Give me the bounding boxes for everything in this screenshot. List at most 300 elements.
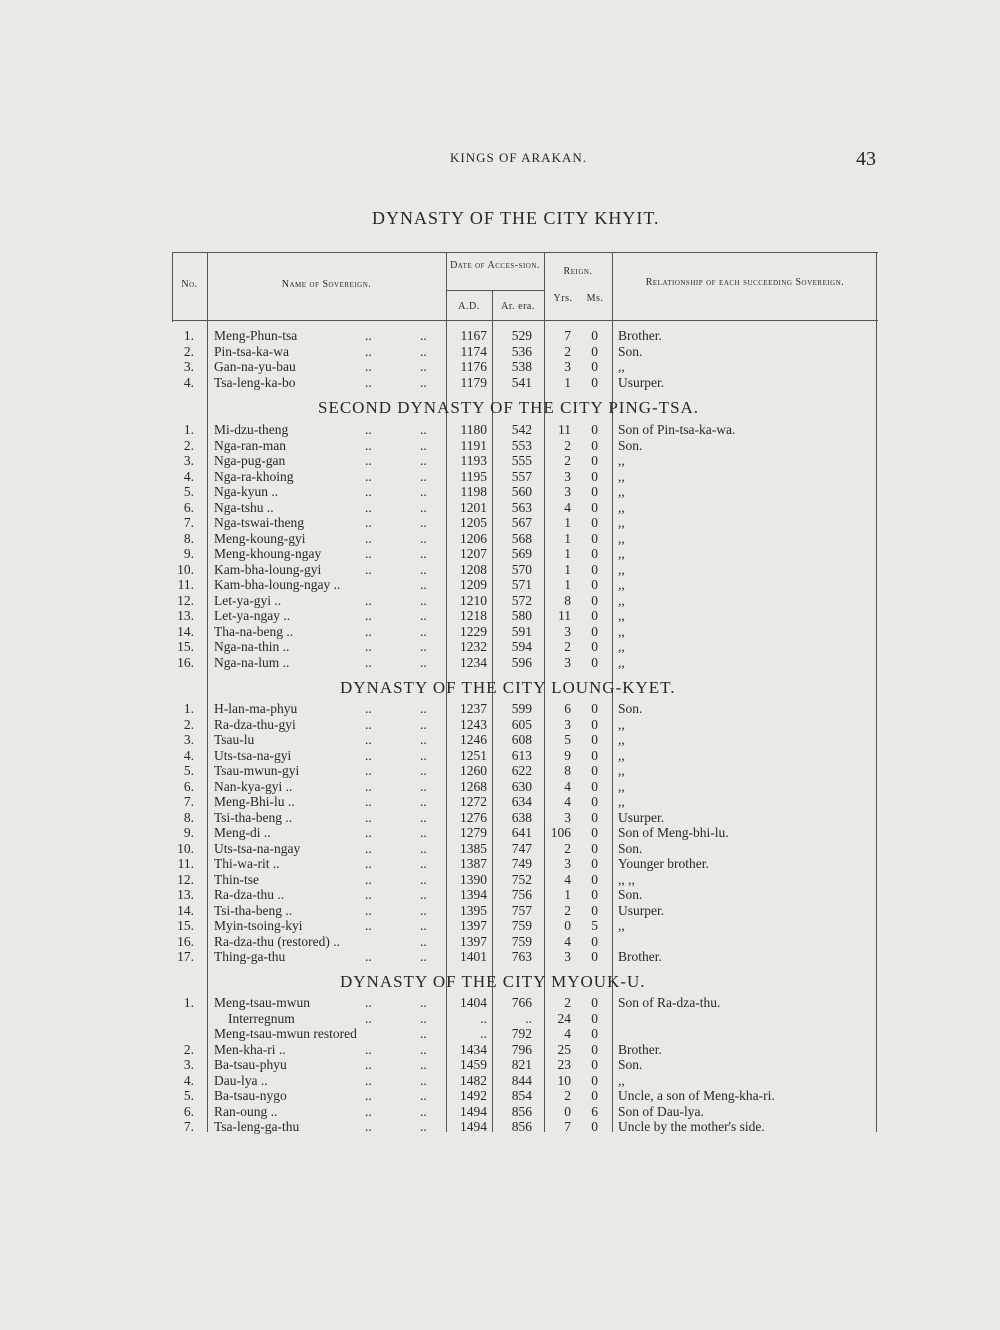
reign-years: 7 bbox=[564, 328, 571, 343]
relationship: ,, bbox=[618, 453, 625, 468]
table-row bbox=[0, 1088, 1000, 1104]
table-row bbox=[0, 453, 1000, 469]
row-number: 1. bbox=[183, 701, 194, 716]
relationship: Brother. bbox=[618, 1041, 662, 1057]
row-number: 6. bbox=[183, 1103, 194, 1119]
accession-ad: 1395 bbox=[460, 902, 487, 918]
row-number: 3. bbox=[183, 732, 194, 747]
accession-ad: 1279 bbox=[460, 825, 487, 840]
reign-years: 2 bbox=[564, 902, 571, 918]
leader-dots: .. bbox=[365, 515, 372, 530]
table-row bbox=[0, 1011, 1000, 1027]
leader-dots: .. bbox=[365, 825, 372, 840]
table-row bbox=[0, 655, 1000, 671]
leader-dots: .. bbox=[420, 701, 427, 716]
relationship: ,, ,, bbox=[618, 871, 635, 887]
header-name: Name of Sovereign. bbox=[281, 279, 372, 290]
relationship: Son of Ra-dza-thu. bbox=[618, 995, 721, 1010]
leader-dots: .. bbox=[365, 468, 372, 484]
table-row bbox=[0, 593, 1000, 609]
sovereign-name: Ba-tsau-phyu bbox=[214, 1057, 287, 1072]
relationship: Brother. bbox=[618, 949, 662, 964]
running-title: KINGS OF ARAKAN. bbox=[450, 150, 587, 165]
accession-ad: 1174 bbox=[460, 343, 487, 359]
accession-ad: 1397 bbox=[460, 918, 487, 933]
table-row bbox=[0, 763, 1000, 779]
relationship: ,, bbox=[618, 732, 625, 747]
row-number: 3. bbox=[183, 453, 194, 468]
relationship: Son. bbox=[618, 343, 643, 359]
header-reign: Reign. bbox=[563, 266, 593, 277]
sovereign-name: Mi-dzu-theng bbox=[214, 422, 289, 437]
row-number: 7. bbox=[183, 794, 194, 809]
row-number: 5. bbox=[183, 484, 194, 499]
accession-ad: 1401 bbox=[460, 949, 487, 964]
accession-ar-era: 570 bbox=[511, 561, 532, 577]
sovereign-name: H-lan-ma-phyu bbox=[214, 701, 298, 716]
reign-years: 23 bbox=[557, 1057, 571, 1072]
relationship: Uncle by the mother's side. bbox=[618, 1119, 765, 1134]
relationship: Usurper. bbox=[618, 809, 665, 825]
accession-ar-era: 634 bbox=[511, 794, 532, 809]
table-row bbox=[0, 328, 1000, 344]
reign-months: 0 bbox=[591, 825, 598, 840]
reign-years: 1 bbox=[564, 530, 571, 546]
accession-ar-era: 622 bbox=[511, 763, 532, 778]
row-number: 11. bbox=[177, 577, 194, 592]
table-row bbox=[0, 624, 1000, 640]
leader-dots: .. bbox=[420, 840, 427, 856]
leader-dots: .. bbox=[365, 484, 372, 499]
accession-ar-era: 596 bbox=[511, 654, 532, 670]
leader-dots: .. bbox=[365, 995, 372, 1010]
reign-months: 0 bbox=[591, 1119, 598, 1134]
leader-dots: .. bbox=[420, 577, 427, 592]
relationship: ,, bbox=[618, 918, 625, 933]
relationship: Son. bbox=[618, 437, 643, 453]
relationship: ,, bbox=[618, 763, 625, 778]
leader-dots: .. bbox=[420, 732, 427, 747]
header-yrs: Yrs. bbox=[553, 293, 573, 304]
reign-years: 3 bbox=[564, 949, 571, 964]
reign-months: 0 bbox=[591, 546, 598, 561]
relationship: Son. bbox=[618, 1057, 643, 1072]
reign-months: 0 bbox=[591, 949, 598, 964]
sovereign-name: Kam-bha-loung-ngay .. bbox=[214, 577, 341, 592]
leader-dots: .. bbox=[420, 716, 427, 732]
accession-ar-era: 856 bbox=[511, 1119, 532, 1134]
accession-ar-era: 541 bbox=[511, 374, 532, 390]
accession-ar-era: 568 bbox=[511, 530, 532, 546]
leader-dots: .. bbox=[365, 422, 372, 437]
leader-dots: .. bbox=[420, 902, 427, 918]
relationship: Son. bbox=[618, 887, 643, 902]
reign-months: 0 bbox=[591, 608, 598, 623]
row-number: 2. bbox=[183, 716, 194, 732]
row-number: 13. bbox=[177, 887, 194, 902]
reign-months: 0 bbox=[591, 328, 598, 343]
reign-months: 0 bbox=[591, 468, 598, 484]
leader-dots: .. bbox=[365, 1072, 372, 1088]
accession-ar-era: 572 bbox=[511, 592, 532, 608]
leader-dots: .. bbox=[365, 623, 372, 639]
reign-months: 0 bbox=[591, 484, 598, 499]
accession-ad: 1198 bbox=[460, 484, 487, 499]
leader-dots: .. bbox=[365, 1041, 372, 1057]
accession-ar-era: 747 bbox=[511, 840, 532, 856]
sovereign-name: Thing-ga-thu bbox=[214, 949, 286, 964]
accession-ar-era: 529 bbox=[511, 328, 532, 343]
relationship: Son. bbox=[618, 840, 643, 856]
accession-ad: 1251 bbox=[460, 747, 487, 763]
leader-dots: .. bbox=[365, 918, 372, 933]
accession-ad: 1218 bbox=[460, 608, 487, 623]
reign-months: 0 bbox=[591, 453, 598, 468]
accession-ad: .. bbox=[480, 1010, 487, 1026]
relationship: ,, bbox=[618, 561, 625, 577]
reign-months: 0 bbox=[591, 343, 598, 359]
leader-dots: .. bbox=[420, 1119, 427, 1134]
leader-dots: .. bbox=[420, 468, 427, 484]
accession-ar-era: 557 bbox=[511, 468, 532, 484]
reign-months: 0 bbox=[591, 856, 598, 871]
leader-dots: .. bbox=[365, 778, 372, 794]
reign-years: 2 bbox=[564, 1088, 571, 1103]
accession-ad: 1276 bbox=[460, 809, 487, 825]
reign-months: 0 bbox=[591, 374, 598, 390]
row-number: 1. bbox=[183, 995, 194, 1010]
relationship: ,, bbox=[618, 484, 625, 499]
relationship: ,, bbox=[618, 592, 625, 608]
leader-dots: .. bbox=[365, 1010, 372, 1026]
reign-years: 1 bbox=[564, 887, 571, 902]
accession-ad: 1385 bbox=[460, 840, 487, 856]
leader-dots: .. bbox=[365, 747, 372, 763]
reign-years: 2 bbox=[564, 840, 571, 856]
relationship: ,, bbox=[618, 530, 625, 546]
reign-years: 4 bbox=[564, 499, 571, 515]
reign-years: 25 bbox=[557, 1041, 571, 1057]
table-row bbox=[0, 577, 1000, 593]
leader-dots: .. bbox=[420, 437, 427, 453]
accession-ad: 1201 bbox=[460, 499, 487, 515]
sovereign-name: Thin-tse bbox=[214, 871, 259, 887]
leader-dots: .. bbox=[420, 825, 427, 840]
leader-dots: .. bbox=[365, 328, 372, 343]
accession-ad: 1243 bbox=[460, 716, 487, 732]
reign-years: 3 bbox=[564, 809, 571, 825]
reign-years: 8 bbox=[564, 763, 571, 778]
row-number: 7. bbox=[183, 515, 194, 530]
page-number: 43 bbox=[856, 148, 876, 170]
accession-ad: 1268 bbox=[460, 778, 487, 794]
leader-dots: .. bbox=[365, 639, 372, 654]
table-row bbox=[0, 841, 1000, 857]
leader-dots: .. bbox=[420, 778, 427, 794]
leader-dots: .. bbox=[420, 794, 427, 809]
leader-dots: .. bbox=[420, 1026, 427, 1041]
row-number: 2. bbox=[183, 437, 194, 453]
leader-dots: .. bbox=[420, 328, 427, 343]
reign-months: 0 bbox=[591, 422, 598, 437]
relationship: ,, bbox=[618, 623, 625, 639]
sovereign-name: Gan-na-yu-bau bbox=[214, 359, 296, 374]
leader-dots: .. bbox=[420, 546, 427, 561]
sovereign-name: Nan-kya-gyi .. bbox=[214, 778, 293, 794]
row-number: 16. bbox=[177, 933, 194, 949]
leader-dots: .. bbox=[365, 1103, 372, 1119]
relationship: ,, bbox=[618, 608, 625, 623]
accession-ar-era: 763 bbox=[511, 949, 532, 964]
sovereign-name: Tsi-tha-beng .. bbox=[214, 902, 293, 918]
accession-ad: 1394 bbox=[460, 887, 487, 902]
reign-years: 9 bbox=[564, 747, 571, 763]
accession-ad: 1234 bbox=[460, 654, 487, 670]
reign-months: 0 bbox=[591, 623, 598, 639]
accession-ad: 1195 bbox=[460, 468, 487, 484]
leader-dots: .. bbox=[420, 1103, 427, 1119]
accession-ar-era: 560 bbox=[511, 484, 532, 499]
leader-dots: .. bbox=[365, 453, 372, 468]
accession-ar-era: 538 bbox=[511, 359, 532, 374]
accession-ad: 1459 bbox=[460, 1057, 487, 1072]
table-row bbox=[0, 1042, 1000, 1058]
sovereign-name: Tsau-lu bbox=[214, 732, 255, 747]
reign-months: 0 bbox=[591, 763, 598, 778]
accession-ar-era: .. bbox=[525, 1010, 532, 1026]
leader-dots: .. bbox=[420, 608, 427, 623]
accession-ar-era: 563 bbox=[511, 499, 532, 515]
relationship: ,, bbox=[618, 546, 625, 561]
accession-ar-era: 821 bbox=[511, 1057, 532, 1072]
sovereign-name: Nga-tswai-theng bbox=[214, 515, 304, 530]
sovereign-name: Let-ya-gyi .. bbox=[214, 592, 282, 608]
sovereign-name: Pin-tsa-ka-wa bbox=[214, 343, 289, 359]
table-row bbox=[0, 872, 1000, 888]
relationship: Brother. bbox=[618, 328, 662, 343]
row-number: 15. bbox=[177, 918, 194, 933]
reign-years: 1 bbox=[564, 546, 571, 561]
leader-dots: .. bbox=[365, 856, 372, 871]
accession-ar-era: 757 bbox=[511, 902, 532, 918]
table-row bbox=[0, 748, 1000, 764]
sovereign-name: Nga-pug-gan bbox=[214, 453, 286, 468]
row-number: 10. bbox=[177, 840, 194, 856]
reign-years: 24 bbox=[557, 1010, 571, 1026]
reign-years: 7 bbox=[564, 1119, 571, 1134]
leader-dots: .. bbox=[365, 343, 372, 359]
table-row bbox=[0, 562, 1000, 578]
leader-dots: .. bbox=[365, 499, 372, 515]
accession-ad: .. bbox=[480, 1026, 487, 1041]
accession-ar-era: 599 bbox=[511, 701, 532, 716]
sovereign-name: Uts-tsa-na-gyi bbox=[214, 747, 292, 763]
accession-ad: 1404 bbox=[460, 995, 487, 1010]
table-row bbox=[0, 608, 1000, 624]
reign-years: 8 bbox=[564, 592, 571, 608]
accession-ad: 1237 bbox=[460, 701, 487, 716]
main-title: DYNASTY OF THE CITY KHYIT. bbox=[372, 208, 660, 228]
row-number: 4. bbox=[183, 468, 194, 484]
sovereign-name: Let-ya-ngay .. bbox=[214, 608, 291, 623]
reign-years: 4 bbox=[564, 794, 571, 809]
reign-months: 0 bbox=[591, 561, 598, 577]
accession-ar-era: 752 bbox=[511, 871, 532, 887]
reign-years: 11 bbox=[558, 422, 571, 437]
row-number: 1. bbox=[183, 328, 194, 343]
row-number: 5. bbox=[183, 763, 194, 778]
header-date-of-accession: Date of Acces-sion. bbox=[450, 260, 540, 271]
reign-months: 0 bbox=[591, 778, 598, 794]
table-row bbox=[0, 546, 1000, 562]
sovereign-name: Uts-tsa-na-ngay bbox=[214, 840, 301, 856]
table-row bbox=[0, 903, 1000, 919]
relationship: Usurper. bbox=[618, 902, 665, 918]
relationship: ,, bbox=[618, 794, 625, 809]
table-row bbox=[0, 779, 1000, 795]
leader-dots: .. bbox=[420, 484, 427, 499]
leader-dots: .. bbox=[365, 763, 372, 778]
reign-months: 0 bbox=[591, 499, 598, 515]
accession-ar-era: 759 bbox=[511, 918, 532, 933]
table-row bbox=[0, 995, 1000, 1011]
reign-months: 0 bbox=[591, 359, 598, 374]
accession-ad: 1397 bbox=[460, 933, 487, 949]
accession-ad: 1208 bbox=[460, 561, 487, 577]
row-number: 4. bbox=[183, 747, 194, 763]
accession-ar-era: 854 bbox=[511, 1088, 532, 1103]
leader-dots: .. bbox=[420, 374, 427, 390]
accession-ad: 1246 bbox=[460, 732, 487, 747]
reign-years: 2 bbox=[564, 639, 571, 654]
leader-dots: .. bbox=[420, 747, 427, 763]
sovereign-name: Meng-Bhi-lu .. bbox=[214, 794, 295, 809]
reign-months: 0 bbox=[591, 1072, 598, 1088]
header-relationship: Relationship of each succeeding Sovereign. bbox=[645, 277, 845, 288]
relationship: ,, bbox=[618, 716, 625, 732]
relationship: Younger brother. bbox=[618, 856, 709, 871]
leader-dots: .. bbox=[420, 1010, 427, 1026]
accession-ar-era: 844 bbox=[511, 1072, 532, 1088]
reign-years: 0 bbox=[564, 918, 571, 933]
leader-dots: .. bbox=[420, 1041, 427, 1057]
reign-months: 0 bbox=[591, 809, 598, 825]
accession-ad: 1260 bbox=[460, 763, 487, 778]
section-title: DYNASTY OF THE CITY MYOUK-U. bbox=[340, 972, 646, 991]
leader-dots: .. bbox=[365, 359, 372, 374]
row-number: 11. bbox=[177, 856, 194, 871]
reign-years: 2 bbox=[564, 453, 571, 468]
reign-months: 0 bbox=[591, 639, 598, 654]
reign-months: 0 bbox=[591, 1026, 598, 1041]
row-number: 9. bbox=[183, 546, 194, 561]
row-number: 10. bbox=[177, 561, 194, 577]
sovereign-name: Nga-na-lum .. bbox=[214, 654, 290, 670]
reign-years: 2 bbox=[564, 995, 571, 1010]
accession-ar-era: 759 bbox=[511, 933, 532, 949]
sovereign-name: Ra-dza-thu-gyi bbox=[214, 716, 296, 732]
table-row bbox=[0, 949, 1000, 965]
accession-ad: 1209 bbox=[460, 577, 487, 592]
leader-dots: .. bbox=[365, 701, 372, 716]
leader-dots: .. bbox=[365, 840, 372, 856]
header-ad: A.D. bbox=[458, 301, 480, 312]
reign-years: 3 bbox=[564, 856, 571, 871]
section-title: SECOND DYNASTY OF THE CITY PING-TSA. bbox=[318, 398, 700, 417]
accession-ad: 1434 bbox=[460, 1041, 487, 1057]
leader-dots: .. bbox=[365, 794, 372, 809]
accession-ar-era: 749 bbox=[511, 856, 532, 871]
header-ms: Ms. bbox=[586, 293, 604, 304]
reign-months: 0 bbox=[591, 747, 598, 763]
leader-dots: .. bbox=[420, 343, 427, 359]
reign-years: 5 bbox=[564, 732, 571, 747]
reign-months: 0 bbox=[591, 887, 598, 902]
row-number: 2. bbox=[183, 1041, 194, 1057]
accession-ad: 1205 bbox=[460, 515, 487, 530]
leader-dots: .. bbox=[420, 515, 427, 530]
reign-months: 0 bbox=[591, 732, 598, 747]
sovereign-name: Tsau-mwun-gyi bbox=[214, 763, 300, 778]
accession-ad: 1176 bbox=[460, 359, 487, 374]
leader-dots: .. bbox=[420, 499, 427, 515]
table-row bbox=[0, 701, 1000, 717]
leader-dots: .. bbox=[365, 902, 372, 918]
leader-dots: .. bbox=[365, 546, 372, 561]
reign-months: 0 bbox=[591, 515, 598, 530]
accession-ar-era: 571 bbox=[511, 577, 532, 592]
sovereign-name: Tsa-leng-ga-thu bbox=[214, 1119, 300, 1134]
reign-months: 0 bbox=[591, 592, 598, 608]
sovereign-name: Ra-dza-thu (restored) .. bbox=[214, 933, 340, 949]
leader-dots: .. bbox=[420, 623, 427, 639]
reign-months: 0 bbox=[591, 701, 598, 716]
leader-dots: .. bbox=[420, 918, 427, 933]
leader-dots: .. bbox=[420, 654, 427, 670]
reign-years: 1 bbox=[564, 374, 571, 390]
relationship: Usurper. bbox=[618, 374, 665, 390]
reign-years: 3 bbox=[564, 623, 571, 639]
table-row bbox=[0, 344, 1000, 360]
leader-dots: .. bbox=[420, 639, 427, 654]
relationship: ,, bbox=[618, 654, 625, 670]
leader-dots: .. bbox=[365, 608, 372, 623]
table-row bbox=[0, 1073, 1000, 1089]
accession-ad: 1387 bbox=[460, 856, 487, 871]
relationship: Uncle, a son of Meng-kha-ri. bbox=[618, 1088, 775, 1103]
reign-years: 3 bbox=[564, 468, 571, 484]
sovereign-name: Men-kha-ri .. bbox=[214, 1041, 286, 1057]
row-number: 2. bbox=[183, 343, 194, 359]
reign-months: 0 bbox=[591, 995, 598, 1010]
table-row bbox=[0, 1119, 1000, 1135]
leader-dots: .. bbox=[420, 422, 427, 437]
accession-ad: 1229 bbox=[460, 623, 487, 639]
sovereign-name: Ra-dza-thu .. bbox=[214, 887, 285, 902]
relationship: ,, bbox=[618, 1072, 625, 1088]
table-row bbox=[0, 918, 1000, 934]
reign-months: 0 bbox=[591, 654, 598, 670]
leader-dots: .. bbox=[365, 592, 372, 608]
table-row bbox=[0, 794, 1000, 810]
accession-ar-era: 580 bbox=[511, 608, 532, 623]
table-row bbox=[0, 732, 1000, 748]
reign-months: 0 bbox=[591, 794, 598, 809]
reign-years: 3 bbox=[564, 654, 571, 670]
accession-ar-era: 553 bbox=[511, 437, 532, 453]
sovereign-name: Kam-bha-loung-gyi bbox=[214, 561, 322, 577]
table-row bbox=[0, 825, 1000, 841]
